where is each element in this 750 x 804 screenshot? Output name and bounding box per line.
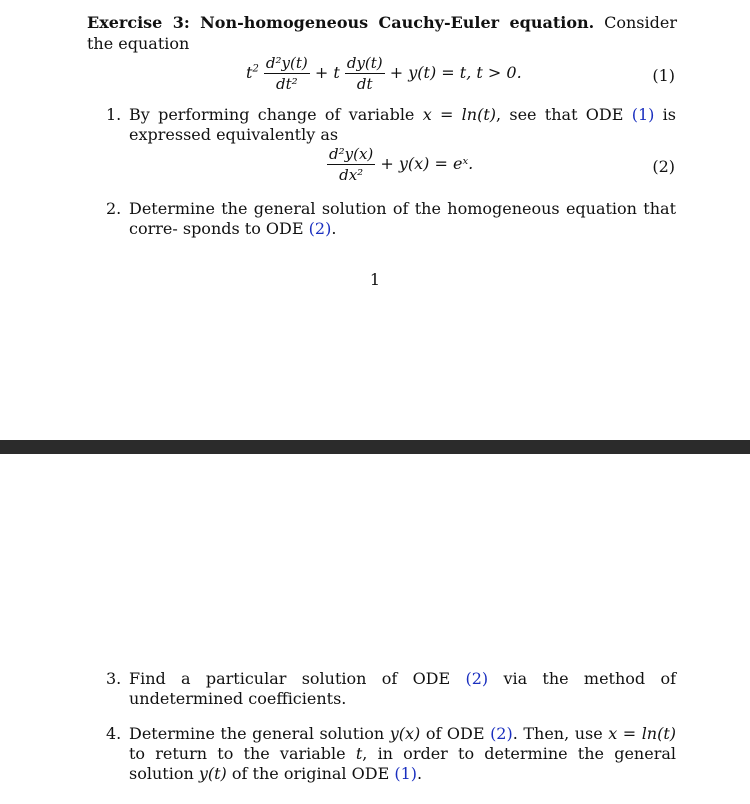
ref-eq2[interactable]: (2) bbox=[308, 219, 332, 238]
item-2 bbox=[106, 199, 676, 239]
ref-eq2[interactable]: (2) bbox=[490, 724, 513, 743]
item-3 bbox=[106, 669, 676, 709]
item-1 bbox=[106, 105, 676, 145]
page-divider bbox=[0, 440, 750, 454]
eq2-rest: + y(x) = eˣ. bbox=[380, 154, 474, 173]
exercise-heading bbox=[87, 12, 677, 54]
equation-1 bbox=[0, 52, 750, 102]
item-4-number: 4. bbox=[106, 724, 122, 743]
exercise-intro: Consider the equation bbox=[87, 13, 677, 53]
item-2-text: Determine the general solution of the homogeneous equation that corre- sponds to ODE (2). bbox=[129, 199, 676, 238]
eq2-number: (2) bbox=[652, 157, 675, 176]
eq1-t-squared: $t^2$ bbox=[246, 63, 259, 82]
item-1-number: 1. bbox=[106, 105, 122, 124]
ref-eq2[interactable]: (2) bbox=[465, 669, 489, 688]
ref-eq1[interactable]: (1) bbox=[631, 105, 655, 124]
eq1-first-derivative: $\frac{dy(t)}{dt}$ bbox=[346, 54, 383, 93]
eq1-number: (1) bbox=[652, 66, 675, 85]
exercise-title: Exercise 3: Non-homogeneous Cauchy-Euler equation. bbox=[87, 13, 595, 32]
page-2 bbox=[0, 454, 750, 804]
item-2-number: 2. bbox=[106, 199, 122, 218]
item-3-text: Find a particular solution of ODE (2) via the method of undetermined coefficients. bbox=[129, 669, 677, 708]
item-4 bbox=[106, 724, 676, 784]
page-number: 1 bbox=[369, 270, 381, 289]
item-4-text: Determine the general solution y(x) of ODE (2). Then, use x = ln(t) to return to the variable t, in order to determine the general solution y(t) of the original ODE (1). bbox=[129, 724, 677, 783]
ref-eq1[interactable]: (1) bbox=[394, 764, 418, 783]
item-3-number: 3. bbox=[106, 669, 122, 688]
eq1-second-derivative: $\frac{\text{d²y(t)}}{\text{dt²}}$ bbox=[265, 54, 308, 93]
equation-2 bbox=[0, 143, 750, 193]
eq1-plus-t: + t bbox=[314, 63, 340, 82]
item-1-text: By performing change of variable x = ln(t), see that ODE (1) is expressed equivalently as bbox=[129, 105, 676, 144]
eq1-rest: + y(t) = t, t > 0. bbox=[389, 63, 522, 82]
eq2-second-derivative: $\frac{\text{d²y(x)}}{\text{dx²}}$ bbox=[329, 145, 374, 184]
